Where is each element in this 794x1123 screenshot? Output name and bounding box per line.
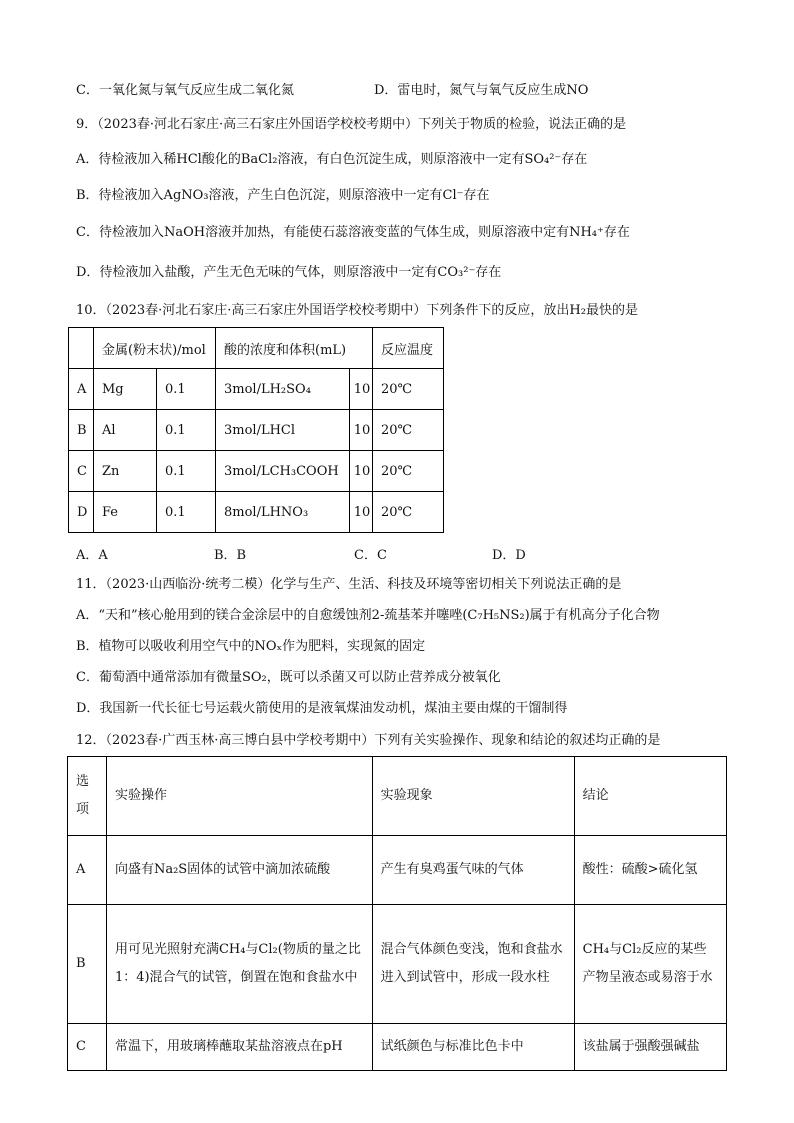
- table-header-cell: [69, 328, 94, 369]
- table-cell: Zn: [94, 451, 157, 492]
- table-cell: 0.1: [157, 492, 216, 533]
- table-cell: 混合气体颜色变浅，饱和食盐水进入到试管中，形成一段水柱: [372, 905, 574, 1024]
- table-cell: 0.1: [157, 451, 216, 492]
- q10-answer-c: C．C: [354, 548, 387, 563]
- q11-option-b: B．植物可以吸收利用空气中的NOₓ作为肥料，实现氮的固定: [76, 639, 426, 654]
- table-cell: 3mol/LHCl: [216, 410, 350, 451]
- table-header-cell: 反应温度: [373, 328, 444, 369]
- table-cell: 该盐属于强酸强碱盐: [574, 1024, 726, 1071]
- q9-option-a: A．待检液加入稀HCl酸化的BaCl₂溶液，有白色沉淀生成，则原溶液中一定有SO₄²⁻存在: [76, 152, 588, 167]
- q11-option-c: C．葡萄酒中通常添加有微量SO₂，既可以杀菌又可以防止营养成分被氧化: [76, 670, 501, 685]
- table-cell: Al: [94, 410, 157, 451]
- q12-stem: 12．（2023春·广西玉林·高三博白县中学校考期中）下列有关实验操作、现象和结论的叙述均正确的是: [76, 733, 661, 748]
- table-cell: B: [68, 905, 107, 1024]
- q9-option-c: C．待检液加入NaOH溶液并加热，有能使石蕊溶液变蓝的气体生成，则原溶液中定有NH₄⁺存在: [76, 225, 630, 240]
- table-row: [68, 905, 727, 1024]
- q9-stem: 9．（2023春·河北石家庄·高三石家庄外国语学校校考期中）下列关于物质的检验，说法正确的是: [76, 117, 627, 132]
- table-cell: CH₄与Cl₂反应的某些产物呈液态或易溶于水: [574, 905, 726, 1024]
- table-cell: 8mol/LHNO₃: [216, 492, 350, 533]
- table-cell: 0.1: [157, 369, 216, 410]
- table-cell: 10: [349, 369, 372, 410]
- table-row: [69, 451, 444, 492]
- q10-stem: 10．（2023春·河北石家庄·高三石家庄外国语学校校考期中）下列条件下的反应，放出H₂最快的是: [76, 303, 638, 318]
- table-header-cell: 金属(粉末状)/mol: [94, 328, 216, 369]
- table-cell: 10: [349, 451, 372, 492]
- table-header-cell: 选项: [68, 757, 107, 836]
- table-cell: 试纸颜色与标准比色卡中: [372, 1024, 574, 1071]
- q10-answer-d: D．D: [492, 548, 526, 563]
- table-cell: 10: [349, 492, 372, 533]
- table-header-cell: 实验操作: [106, 757, 372, 836]
- table-header-cell: 实验现象: [372, 757, 574, 836]
- table-row: [68, 836, 727, 905]
- q12-table: [67, 756, 727, 1071]
- q11-option-d: D．我国新一代长征七号运载火箭使用的是液氧煤油发动机，煤油主要由煤的干馏制得: [76, 701, 568, 716]
- table-cell: 向盛有Na₂S固体的试管中滴加浓硫酸: [106, 836, 372, 905]
- table-header-row: [68, 757, 727, 836]
- table-cell: 产生有臭鸡蛋气味的气体: [372, 836, 574, 905]
- table-row: [68, 1024, 727, 1071]
- table-header-cell: 结论: [574, 757, 726, 836]
- q11-stem: 11．（2023·山西临汾·统考二模）化学与生产、生活、科技及环境等密切相关下列说法正确的是: [76, 577, 622, 592]
- table-header-row: [69, 328, 444, 369]
- table-cell: 20℃: [373, 451, 444, 492]
- table-cell: A: [68, 836, 107, 905]
- table-header-cell: 酸的浓度和体积(mL): [216, 328, 373, 369]
- table-cell: D: [69, 492, 94, 533]
- q10-answer-a: A．A: [76, 548, 108, 563]
- table-cell: 20℃: [373, 410, 444, 451]
- q9-option-b: B．待检液加入AgNO₃溶液，产生白色沉淀，则原溶液中一定有Cl⁻存在: [76, 188, 490, 203]
- q10-table: [68, 327, 444, 533]
- table-cell: 10: [349, 410, 372, 451]
- table-cell: 3mol/LH₂SO₄: [216, 369, 350, 410]
- table-cell: 20℃: [373, 369, 444, 410]
- table-cell: 酸性：硫酸>硫化氢: [574, 836, 726, 905]
- table-cell: 用可见光照射充满CH₄与Cl₂(物质的量之比1：4)混合气的试管，倒置在饱和食盐水中: [106, 905, 372, 1024]
- table-row: [69, 369, 444, 410]
- table-row: [69, 410, 444, 451]
- table-cell: C: [69, 451, 94, 492]
- table-cell: 3mol/LCH₃COOH: [216, 451, 350, 492]
- q11-option-a: A．“天和”核心舱用到的镁合金涂层中的自愈缓蚀剂2-巯基苯并噻唑(C₇H₅NS₂)属于有机高分子化合物: [76, 608, 660, 623]
- table-cell: Fe: [94, 492, 157, 533]
- table-cell: B: [69, 410, 94, 451]
- q8-option-c: C．一氧化氮与氧气反应生成二氧化氮: [76, 83, 294, 98]
- table-cell: 0.1: [157, 410, 216, 451]
- table-row: [69, 492, 444, 533]
- q9-option-d: D．待检液加入盐酸，产生无色无味的气体，则原溶液中一定有CO₃²⁻存在: [76, 265, 502, 280]
- q10-answer-b: B．B: [214, 548, 247, 563]
- table-cell: Mg: [94, 369, 157, 410]
- table-cell: 常温下，用玻璃棒蘸取某盐溶液点在pH: [106, 1024, 372, 1071]
- q8-option-d: D．雷电时，氮气与氧气反应生成NO: [374, 83, 589, 98]
- table-cell: C: [68, 1024, 107, 1071]
- table-cell: 20℃: [373, 492, 444, 533]
- table-cell: A: [69, 369, 94, 410]
